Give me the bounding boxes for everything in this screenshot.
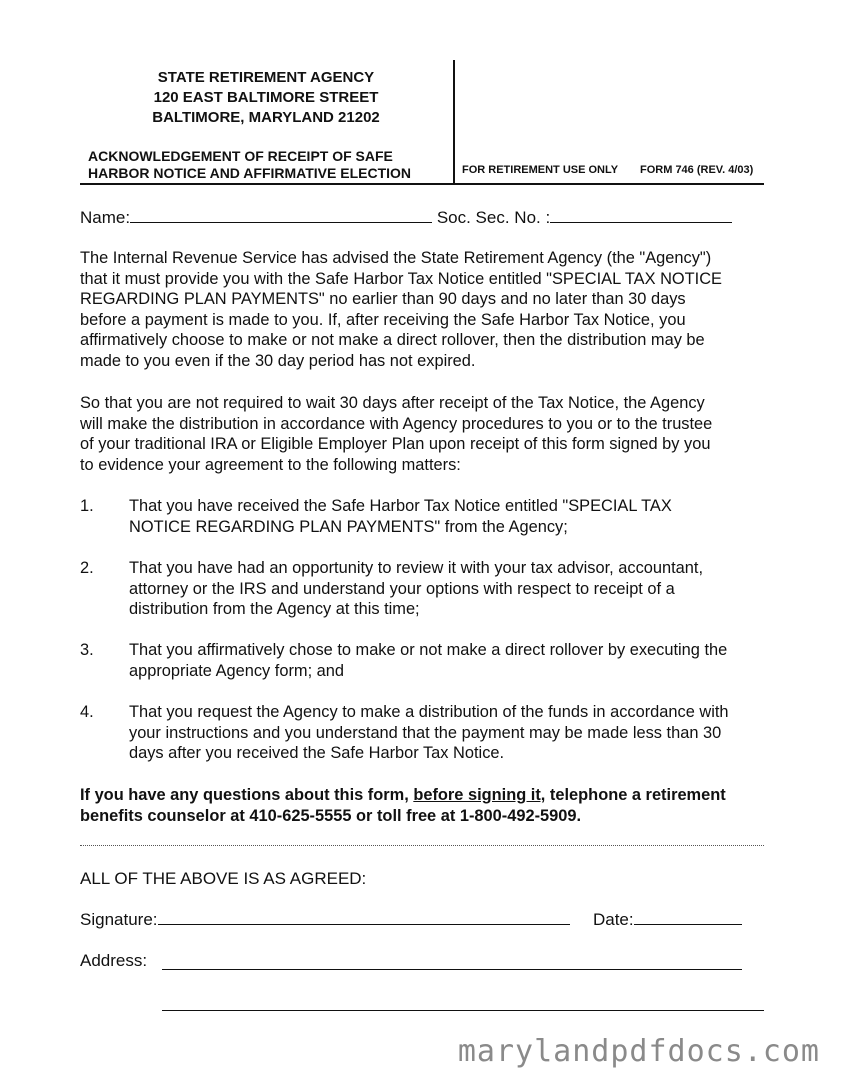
date-field[interactable] <box>634 910 742 925</box>
signature-label: Signature: <box>80 910 158 929</box>
agency-street: 120 EAST BALTIMORE STREET <box>153 89 379 106</box>
form-number: FORM 746 (REV. 4/03) <box>640 164 754 176</box>
ssn-label: Soc. Sec. No. : <box>436 208 551 227</box>
agency-city: BALTIMORE, MARYLAND 21202 <box>152 109 380 126</box>
name-field[interactable] <box>130 208 432 223</box>
date-label: Date: <box>592 910 634 929</box>
name-label: Name: <box>80 208 131 227</box>
item-2-number: 2. <box>80 559 94 577</box>
address-field-line-1[interactable] <box>162 969 742 970</box>
name-ssn-row <box>80 208 732 228</box>
questions-notice: If you have any questions about this form, before signing it, telephone a retirement benefits counselor at 410-625-5555 or toll free at 1-800-492-5909. <box>80 786 726 825</box>
paragraph-safe-harbor: The Internal Revenue Service has advised the State Retirement Agency (the "Agency") that it must provide you with the Safe Harbor Tax Notice entitled "SPECIAL TAX NOTICE REGARDING PLAN PAYMENTS" no earlier than 90 days and no later than 30 days before a payment is made to you. If, after receiving the Safe Harbor Tax Notice, you affirmatively choose to make or not make a direct rollover, then the distribution may be made to you even if the 30 day period has not expired. <box>80 249 722 370</box>
ssn-field[interactable] <box>550 208 732 223</box>
item-4-text: That you request the Agency to make a distribution of the funds in accordance with your instructions and you understand that the payment may be made less than 30 days after you received the Safe Harbor Tax Notice. <box>129 703 729 763</box>
agreement-statement: ALL OF THE ABOVE IS AS AGREED: <box>80 869 367 888</box>
agency-name: STATE RETIREMENT AGENCY <box>157 69 375 86</box>
item-1-number: 1. <box>80 497 94 515</box>
form-title: ACKNOWLEDGEMENT OF RECEIPT OF SAFE HARBOR NOTICE AND AFFIRMATIVE ELECTION <box>88 148 412 181</box>
header-rule <box>80 183 764 185</box>
item-2-text: That you have had an opportunity to review it with your tax advisor, accountant, attorney or the IRS and understand your options with respect to receipt of a distribution from the Agency at this time; <box>129 559 703 619</box>
site-watermark: marylandpdfdocs.com <box>457 1034 820 1069</box>
item-4-number: 4. <box>80 703 94 721</box>
dotted-separator <box>80 845 764 846</box>
before-signing-emphasis: before signing it, <box>413 786 546 804</box>
signature-field[interactable] <box>158 910 570 925</box>
paragraph-waiver: So that you are not required to wait 30 days after receipt of the Tax Notice, the Agency will make the distribution in accordance with Agency procedures to you or to the trustee of your traditional IRA or Eligible Employer Plan upon receipt of this form signed by you to evidence your agreement to the following matters: <box>80 394 713 474</box>
item-3-text: That you affirmatively chose to make or not make a direct rollover by executing the appropriate Agency form; and <box>129 641 728 680</box>
signature-row <box>80 910 742 930</box>
office-use-label: FOR RETIREMENT USE ONLY <box>462 164 619 176</box>
address-field-line-2[interactable] <box>162 1010 764 1011</box>
header-divider <box>453 60 455 185</box>
address-label: Address: <box>80 951 148 970</box>
item-1-text: That you have received the Safe Harbor Tax Notice entitled "SPECIAL TAX NOTICE REGARDING PLAN PAYMENTS" from the Agency; <box>129 497 672 536</box>
item-3-number: 3. <box>80 641 94 659</box>
